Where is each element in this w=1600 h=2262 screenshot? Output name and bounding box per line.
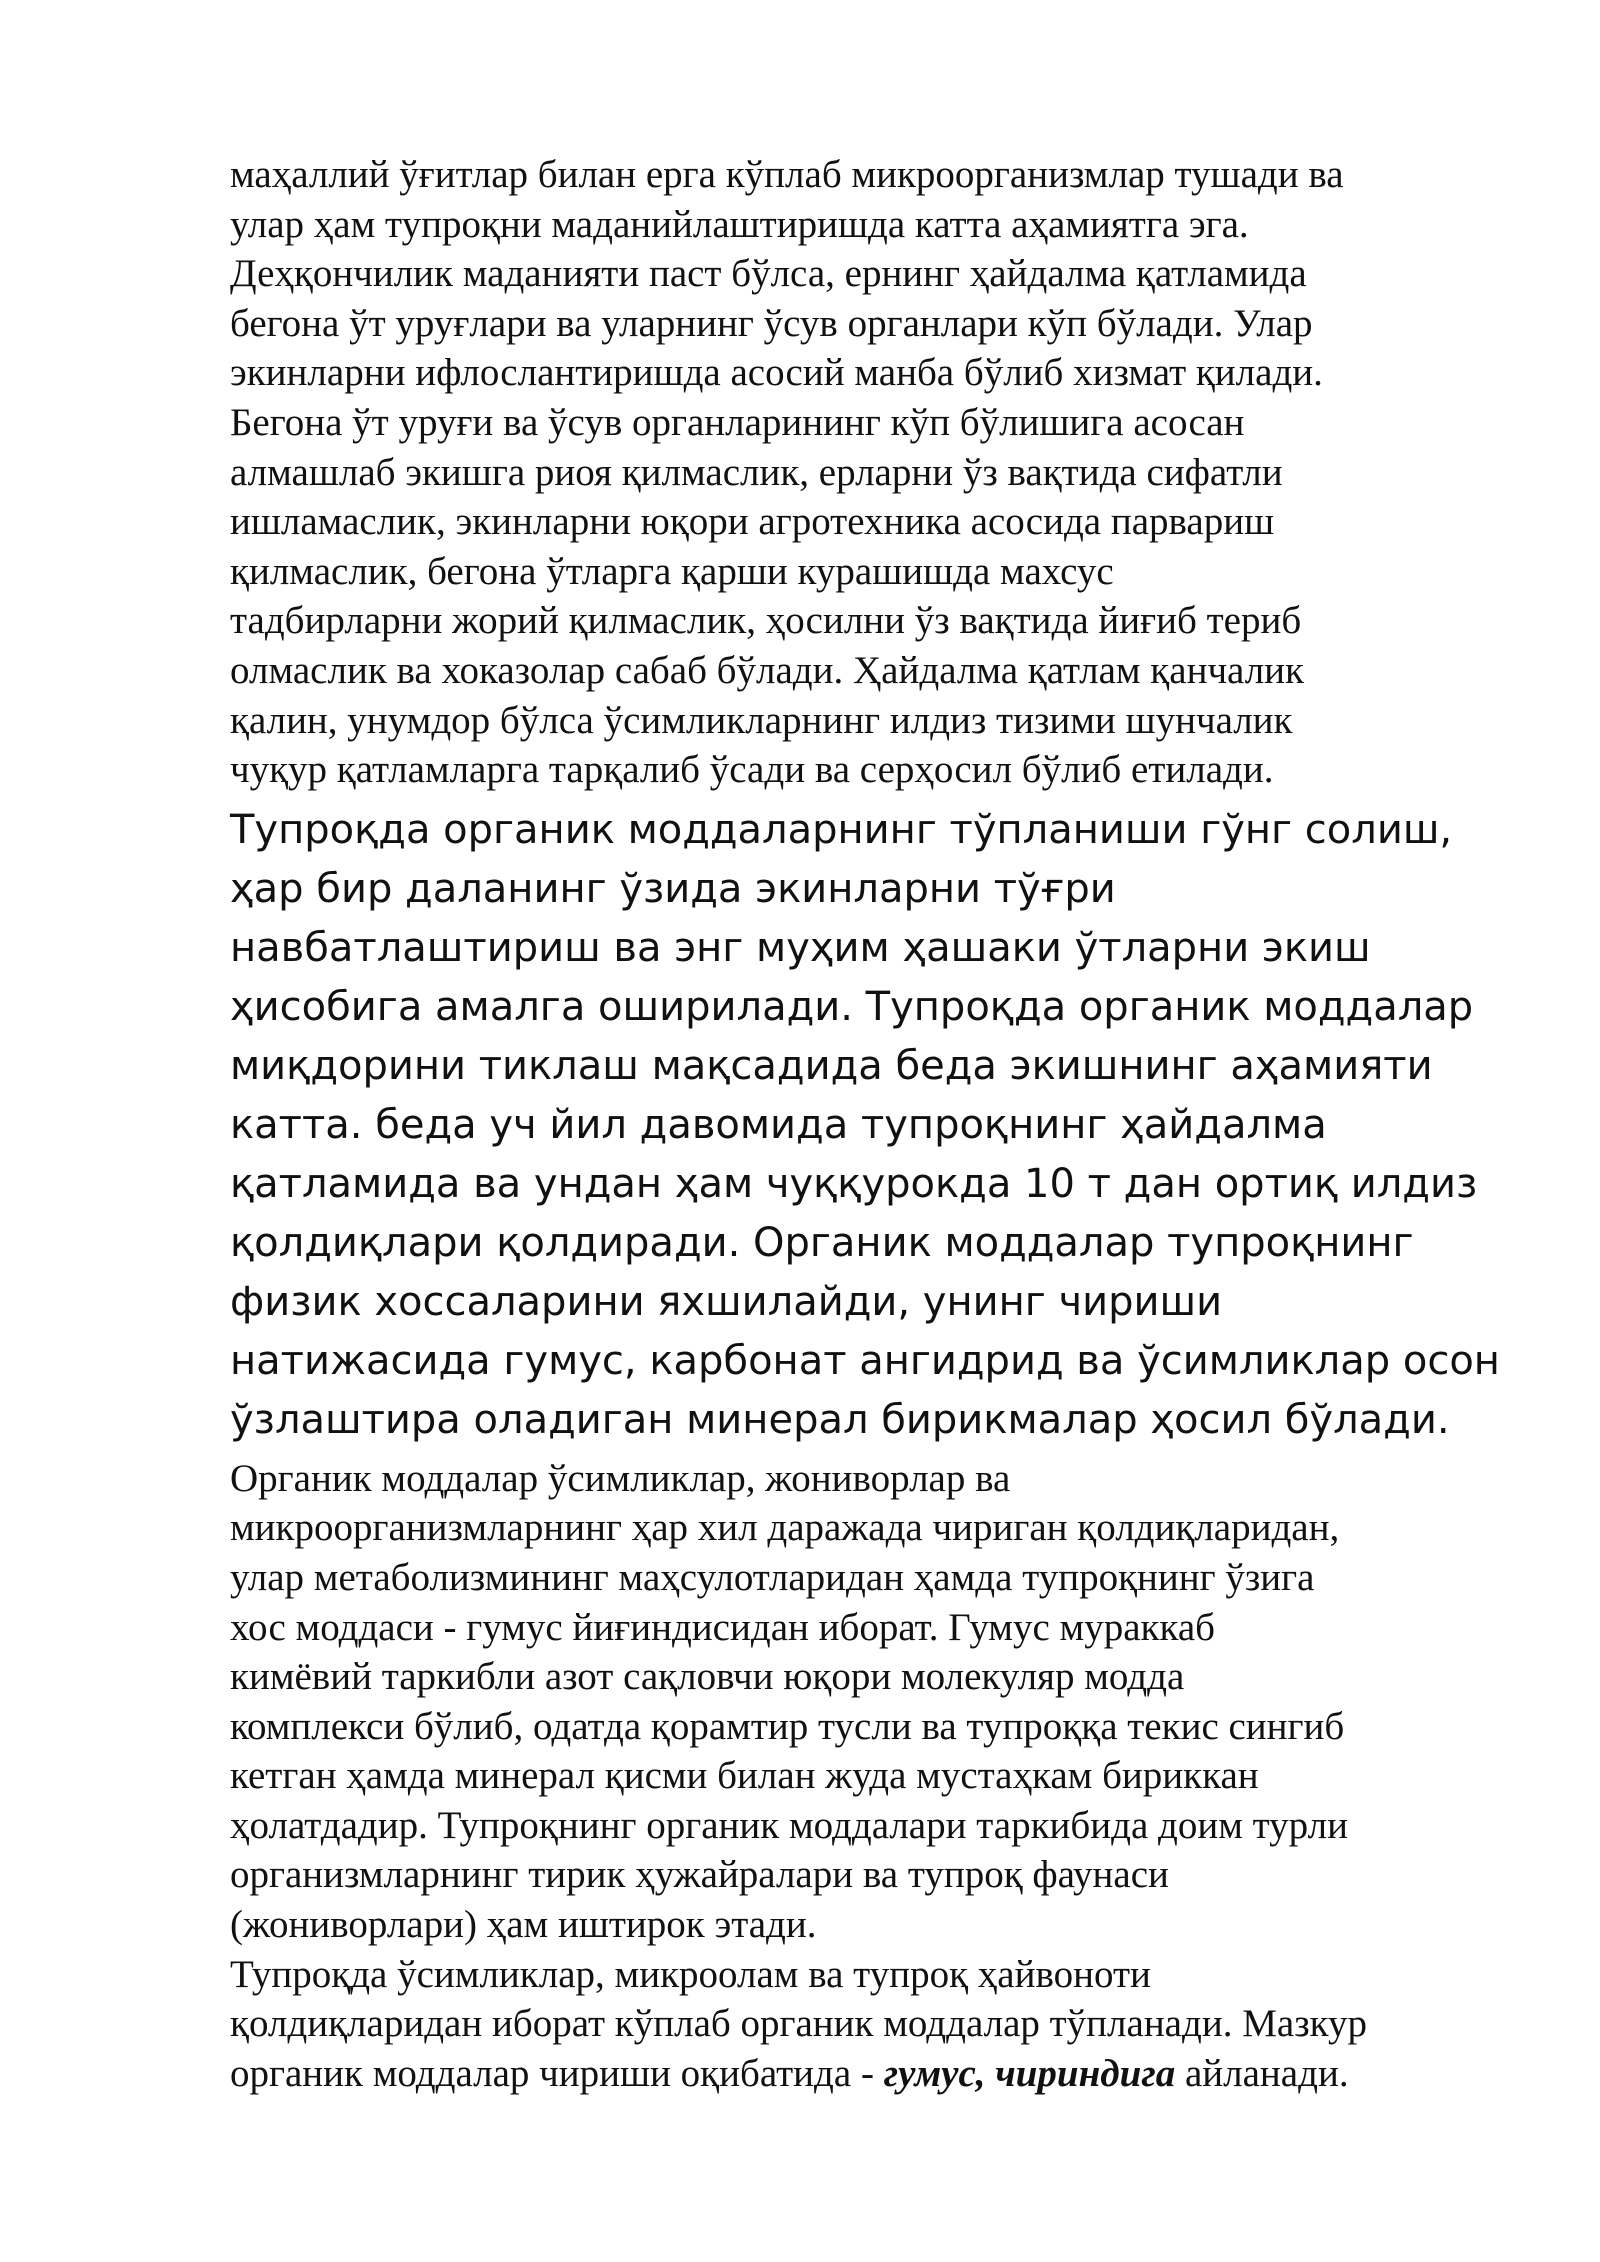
text-line: тадбирларни жорий қилмаслик, ҳосилни ўз вақтида йиғиб териб — [230, 599, 1302, 643]
last-line-suffix: айланади. — [1175, 2051, 1349, 2095]
text-line: қолдиқларидан иборат кўплаб органик моддалар тўпланади. Мазкур — [230, 2002, 1367, 2046]
text-line: комплекси бўлиб, одатда қорамтир тусли ва тупроққа текис сингиб — [230, 1704, 1345, 1748]
text-line: Бегона ўт уруғи ва ўсув органларининг кўп бўлишига асосан — [230, 400, 1245, 444]
text-line: Деҳқончилик маданияти паст бўлса, ернинг ҳайдалма қатламида — [230, 252, 1307, 296]
text-line: қалин, унумдор бўлса ўсимликларнинг илдиз тизими шунчалик — [230, 698, 1293, 742]
text-line: кетган ҳамда минерал қисми билан жуда мустаҳкам бириккан — [230, 1754, 1259, 1798]
emphasis-term: гумус, чириндига — [883, 2051, 1176, 2095]
text-line: маҳаллий ўғитлар билан ерга кўплаб микроорганизмлар тушади ва — [230, 153, 1344, 196]
text-line: миқдорини тиклаш мақсадида беда экишнинг аҳамияти — [230, 1042, 1433, 1089]
text-line: хос моддаси - гумус йиғиндисидан иборат. Гумус мураккаб — [230, 1605, 1215, 1649]
text-line: Тупроқда органик моддаларнинг тўпланиши гўнг солиш, — [230, 806, 1453, 853]
text-line: ўзлаштира оладиган минерал бирикмалар ҳосил бўлади. — [230, 1396, 1450, 1443]
paragraph-2 — [230, 801, 1520, 1450]
text-line: экинларни ифлослантиришда асосий манба бўлиб хизмат қилади. — [230, 351, 1323, 395]
paragraph-3 — [230, 1454, 1520, 1950]
paragraph-1 — [230, 150, 1520, 795]
text-line: чуқур қатламларга тарқалиб ўсади ва серҳосил бўлиб етилади. — [230, 748, 1274, 792]
text-line: бегона ўт уруғлари ва уларнинг ўсув органлари кўп бўлади. Улар — [230, 301, 1313, 345]
text-line: навбатлаштириш ва энг муҳим ҳашаки ўтларни экиш — [230, 924, 1371, 971]
document-page — [230, 150, 1520, 2098]
paragraph-4 — [230, 1950, 1520, 2099]
text-line: улар ҳам тупроқни маданийлаштиришда катта аҳамиятга эга. — [230, 202, 1249, 246]
text-line: ҳар бир даланинг ўзида экинларни тўғри — [230, 865, 1116, 912]
text-line-last — [230, 2049, 1520, 2099]
text-line: қилмаслик, бегона ўтларга қарши курашишда махсус — [230, 549, 1114, 593]
text-line: Органик моддалар ўсимликлар, жониворлар ва — [230, 1456, 1011, 1500]
text-line: ҳисобига амалга оширилади. Тупроқда органик моддалар — [230, 983, 1474, 1030]
text-line: физик хоссаларини яхшилайди, унинг чириши — [230, 1278, 1223, 1325]
text-line: олмаслик ва хоказолар сабаб бўлади. Ҳайдалма қатлам қанчалик — [230, 648, 1304, 692]
text-line: алмашлаб экишга риоя қилмаслик, ерларни ўз вақтида сифатли — [230, 450, 1283, 494]
text-line: (жониворлари) ҳам иштирок этади. — [230, 1903, 817, 1947]
text-line: катта. беда уч йил давомида тупроқнинг ҳайдалма — [230, 1101, 1327, 1148]
text-line: организмларнинг тирик ҳужайралари ва тупроқ фаунаси — [230, 1853, 1169, 1897]
text-line: улар метаболизмининг маҳсулотларидан ҳамда тупроқнинг ўзига — [230, 1555, 1315, 1599]
text-line: Тупроқда ўсимликлар, микроолам ва тупроқ ҳайвоноти — [230, 1952, 1151, 1996]
text-line: кимёвий таркибли азот сақловчи юқори молекуляр модда — [230, 1655, 1185, 1699]
last-line-prefix: органик моддалар чириши оқибатида - — [230, 2051, 884, 2095]
text-line: микроорганизмларнинг ҳар хил даражада чириган қолдиқларидан, — [230, 1506, 1340, 1550]
text-line: ишламаслик, экинларни юқори агротехника асосида парвариш — [230, 500, 1275, 544]
text-line: натижасида гумус, карбонат ангидрид ва ўсимликлар осон — [230, 1337, 1500, 1384]
text-line: қолдиқлари қолдиради. Органик моддалар тупроқнинг — [230, 1219, 1414, 1266]
text-line: ҳолатдадир. Тупроқнинг органик моддалари таркибида доим турли — [230, 1803, 1348, 1847]
text-line: қатламида ва ундан ҳам чуққурокда 10 т дан ортиқ илдиз — [230, 1160, 1478, 1207]
